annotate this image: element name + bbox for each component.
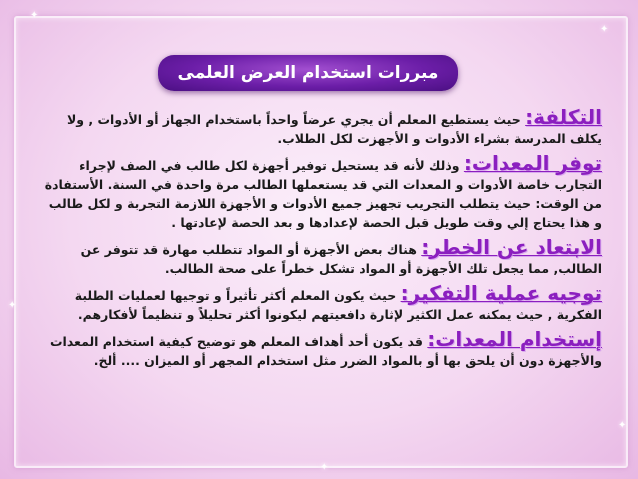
text-equipment-availability: وذلك لأنه قد يستحيل توفير أجهزة لكل طالب في الصف لإجراء التجارب خاصة الأدوات و المعدات التي قد يستعملها الطالب مرة واحدة في السنة. الأستفادة من الوقت: حيث يتطلب التجريب تجهيز جميع الأدوات و الأجهزة اللازمة التجربة و لكل طالب و هذا يحتاج إلي وقت طويل قبل الحصة لإعدادها و بعد الحصة لإعادتها . (44, 158, 602, 230)
sparkle-icon: ✦ (8, 300, 17, 311)
title-banner (158, 55, 458, 91)
heading-guide-thinking: توجيه عملية التفكير: (400, 281, 602, 305)
sparkle-icon: ✦ (30, 10, 39, 21)
heading-equipment-availability: توفر المعدات: (463, 151, 602, 175)
sparkle-icon: ✦ (320, 462, 329, 473)
slide-title: مبررات استخدام العرض العلمى (177, 63, 439, 83)
paragraph-use-equipment (40, 327, 602, 370)
heading-avoid-danger: الابتعاد عن الخطر: (421, 235, 602, 259)
heading-cost: التكلفة: (525, 105, 602, 129)
text-guide-thinking: حيث يكون المعلم أكثر تأثيراً و توجيها لعمليات الطلبة الفكرية , حيث يمكنه عمل الكثير لإثارة دافعيتهم ليكونوا أكثر تحليلاً و تنظيماً لأفكارهم. (74, 288, 602, 322)
sparkle-icon: ✦ (618, 420, 627, 431)
paragraph-cost (40, 105, 602, 148)
content-body (40, 105, 602, 376)
sparkle-icon: ✦ (600, 24, 609, 35)
text-cost: حيث يستطيع المعلم أن يجري عرضاً واحداً باستخدام الجهاز أو الأدوات , ولا يكلف المدرسة بشراء الأدوات و الأجهزت لكل الطلاب. (66, 112, 602, 146)
text-avoid-danger: هناك بعض الأجهزة أو المواد تتطلب مهارة قد تتوفر عن الطالب, مما يجعل تلك الأجهزة أو المواد تشكل خطراً على صحة الطالب. (80, 242, 602, 276)
paragraph-avoid-danger (40, 235, 602, 278)
paragraph-equipment-availability (40, 151, 602, 232)
heading-use-equipment: إستخدام المعدات: (427, 327, 602, 351)
paragraph-guide-thinking (40, 281, 602, 324)
text-use-equipment: قد يكون أحد أهداف المعلم هو توضيح كيفية استخدام المعدات والأجهزة دون أن يلحق بها أو بالمواد الضرر مثل استخدام المجهر أو الميزان .... ألخ. (49, 334, 602, 368)
